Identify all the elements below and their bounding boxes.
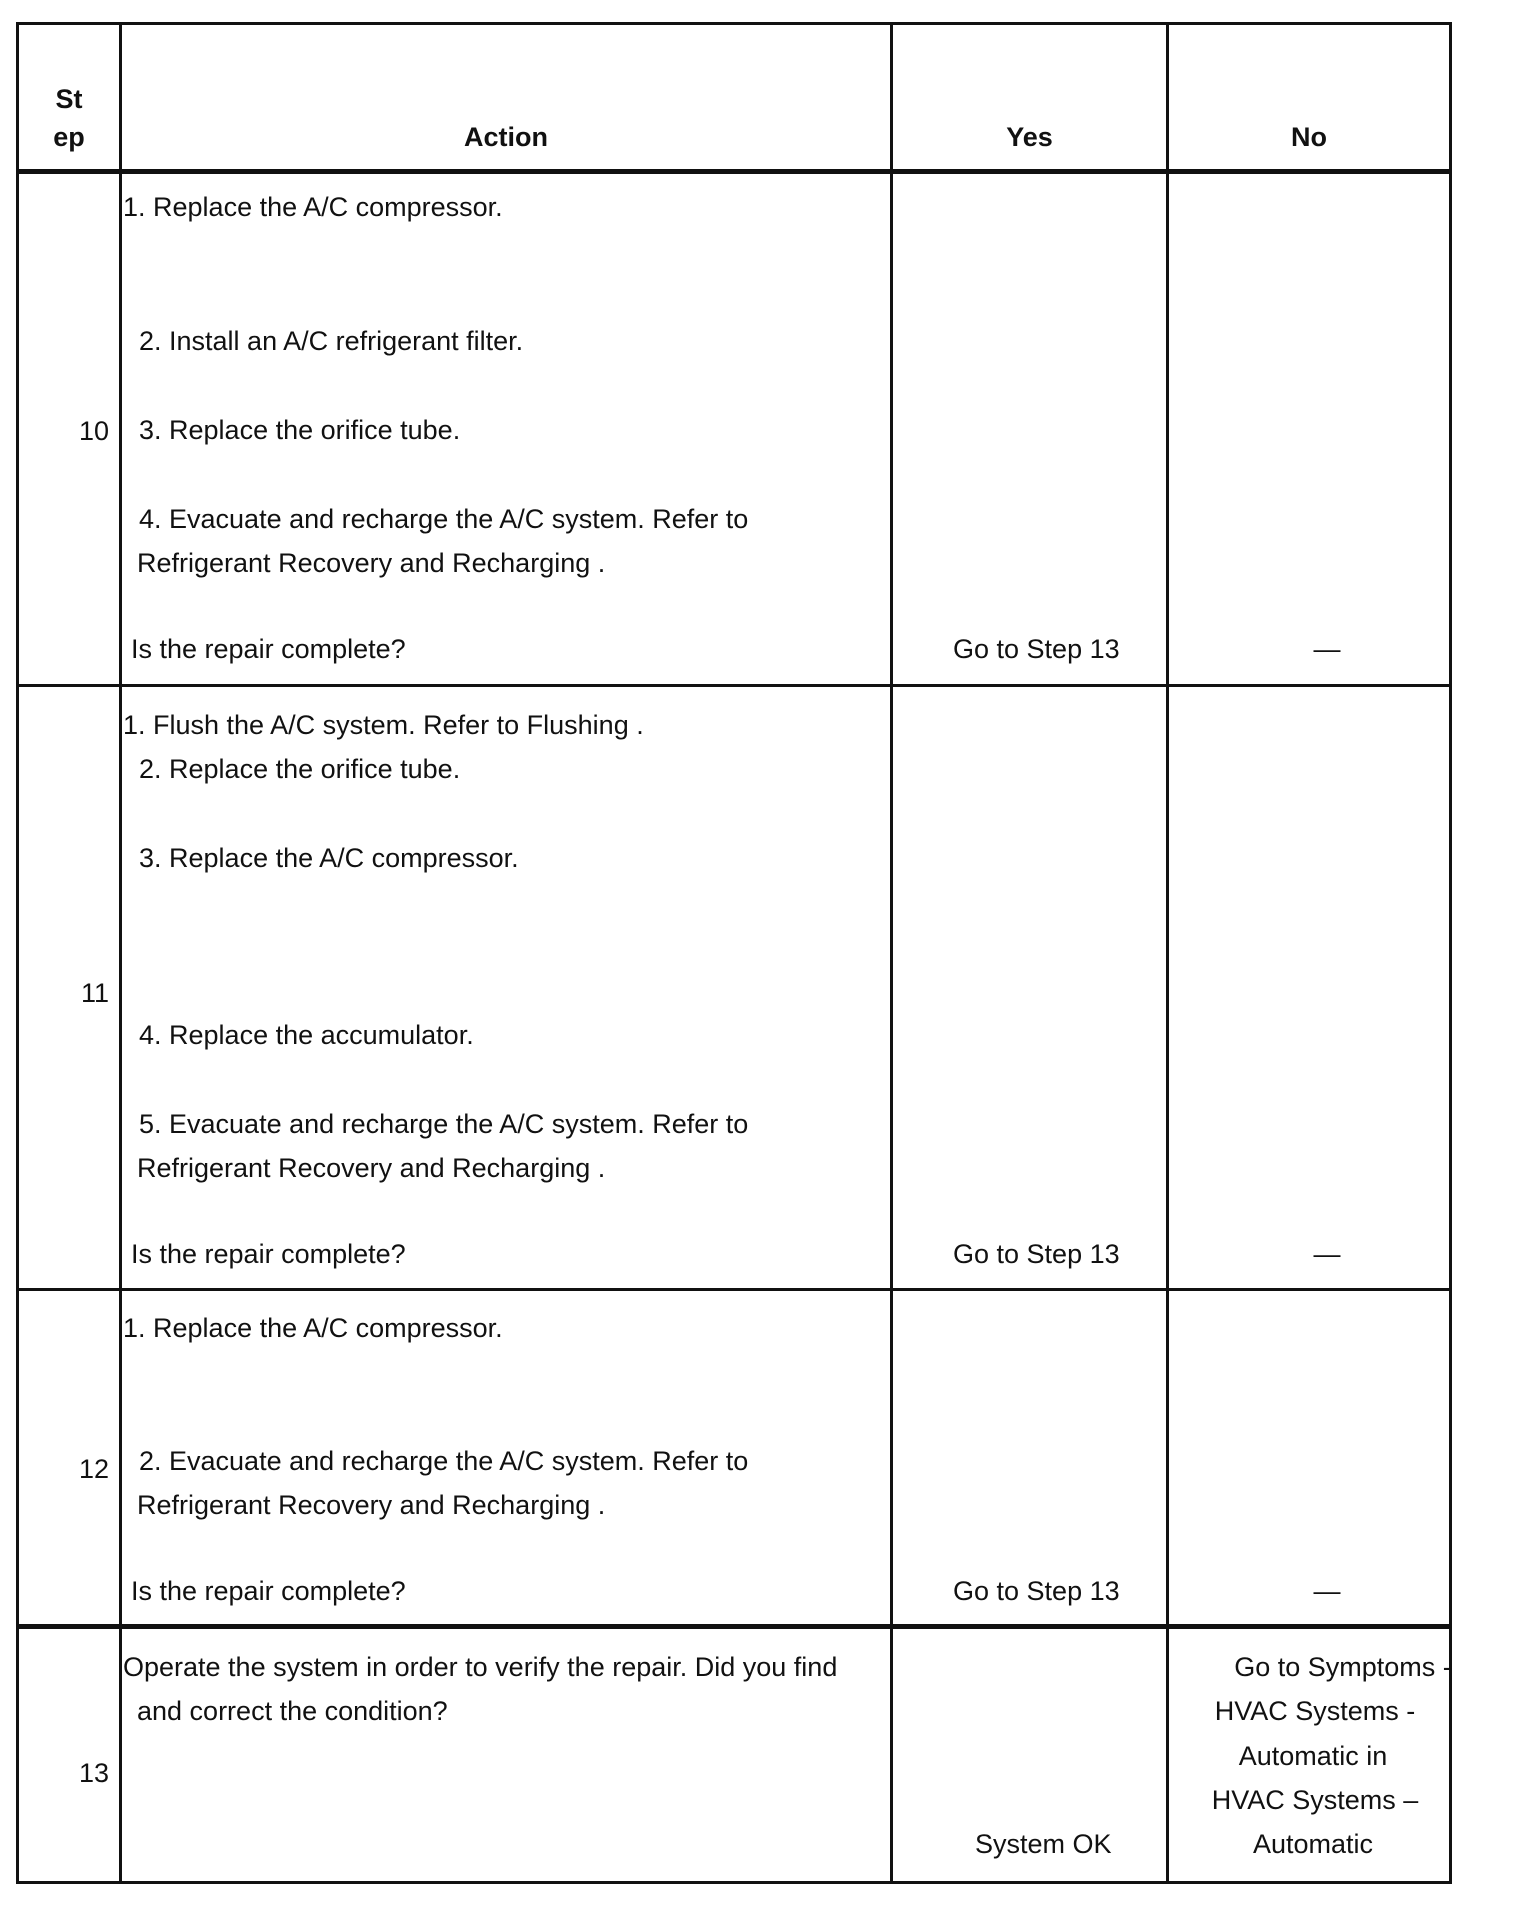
action-line: Refrigerant Recovery and Recharging .	[137, 1490, 606, 1520]
question-line: Is the repair complete?	[131, 1576, 406, 1606]
column-divider	[119, 25, 122, 1881]
question-line: Is the repair complete?	[131, 634, 406, 664]
action-line: 2. Evacuate and recharge the A/C system. Refer to	[139, 1446, 749, 1476]
action-line: 3. Replace the orifice tube.	[139, 415, 461, 445]
step-number: 11	[80, 978, 109, 1008]
column-divider	[890, 25, 893, 1881]
step-number: 12	[78, 1454, 109, 1484]
action-line: 2. Replace the orifice tube.	[139, 754, 461, 784]
action-line: 2. Install an A/C refrigerant filter.	[139, 326, 524, 356]
action-line: 4. Evacuate and recharge the A/C system. Refer to	[139, 504, 749, 534]
header-divider	[19, 169, 1449, 174]
no-result-line: Go to Symptoms -	[1234, 1652, 1452, 1682]
diagnostic-table	[16, 22, 1452, 1884]
row-divider	[19, 1288, 1449, 1291]
action-line: and correct the condition?	[137, 1696, 448, 1726]
row-divider	[19, 1624, 1449, 1629]
action-line: 1. Replace the A/C compressor.	[123, 1313, 503, 1343]
no-result-line: Automatic	[1252, 1829, 1374, 1859]
action-line: Refrigerant Recovery and Recharging .	[137, 548, 606, 578]
yes-result: Go to Step 13	[953, 634, 1120, 664]
header-no: No	[1291, 122, 1327, 152]
action-line: 5. Evacuate and recharge the A/C system. Refer to	[139, 1109, 749, 1139]
yes-result: System OK	[975, 1829, 1112, 1859]
header-step-line2: ep	[53, 122, 85, 152]
no-result: —	[1313, 1576, 1341, 1606]
yes-result: Go to Step 13	[953, 1576, 1120, 1606]
step-number: 10	[78, 416, 109, 446]
header-step-line1: St	[55, 84, 83, 114]
action-line: Operate the system in order to verify the repair. Did you find	[123, 1652, 838, 1682]
action-line: 4. Replace the accumulator.	[139, 1020, 474, 1050]
no-result-line: HVAC Systems -	[1214, 1696, 1416, 1726]
action-line: 1. Flush the A/C system. Refer to Flushing .	[123, 710, 644, 740]
action-line: 1. Replace the A/C compressor.	[123, 192, 503, 222]
header-action: Action	[464, 122, 548, 152]
header-yes: Yes	[1006, 122, 1053, 152]
step-number: 13	[78, 1758, 109, 1788]
no-result-line: Automatic in	[1238, 1741, 1388, 1771]
no-result-line: HVAC Systems –	[1211, 1785, 1419, 1815]
no-result: —	[1313, 1239, 1341, 1269]
no-result: —	[1313, 634, 1341, 664]
action-line: 3. Replace the A/C compressor.	[139, 843, 519, 873]
row-divider	[19, 684, 1449, 687]
question-line: Is the repair complete?	[131, 1239, 406, 1269]
action-line: Refrigerant Recovery and Recharging .	[137, 1153, 606, 1183]
yes-result: Go to Step 13	[953, 1239, 1120, 1269]
